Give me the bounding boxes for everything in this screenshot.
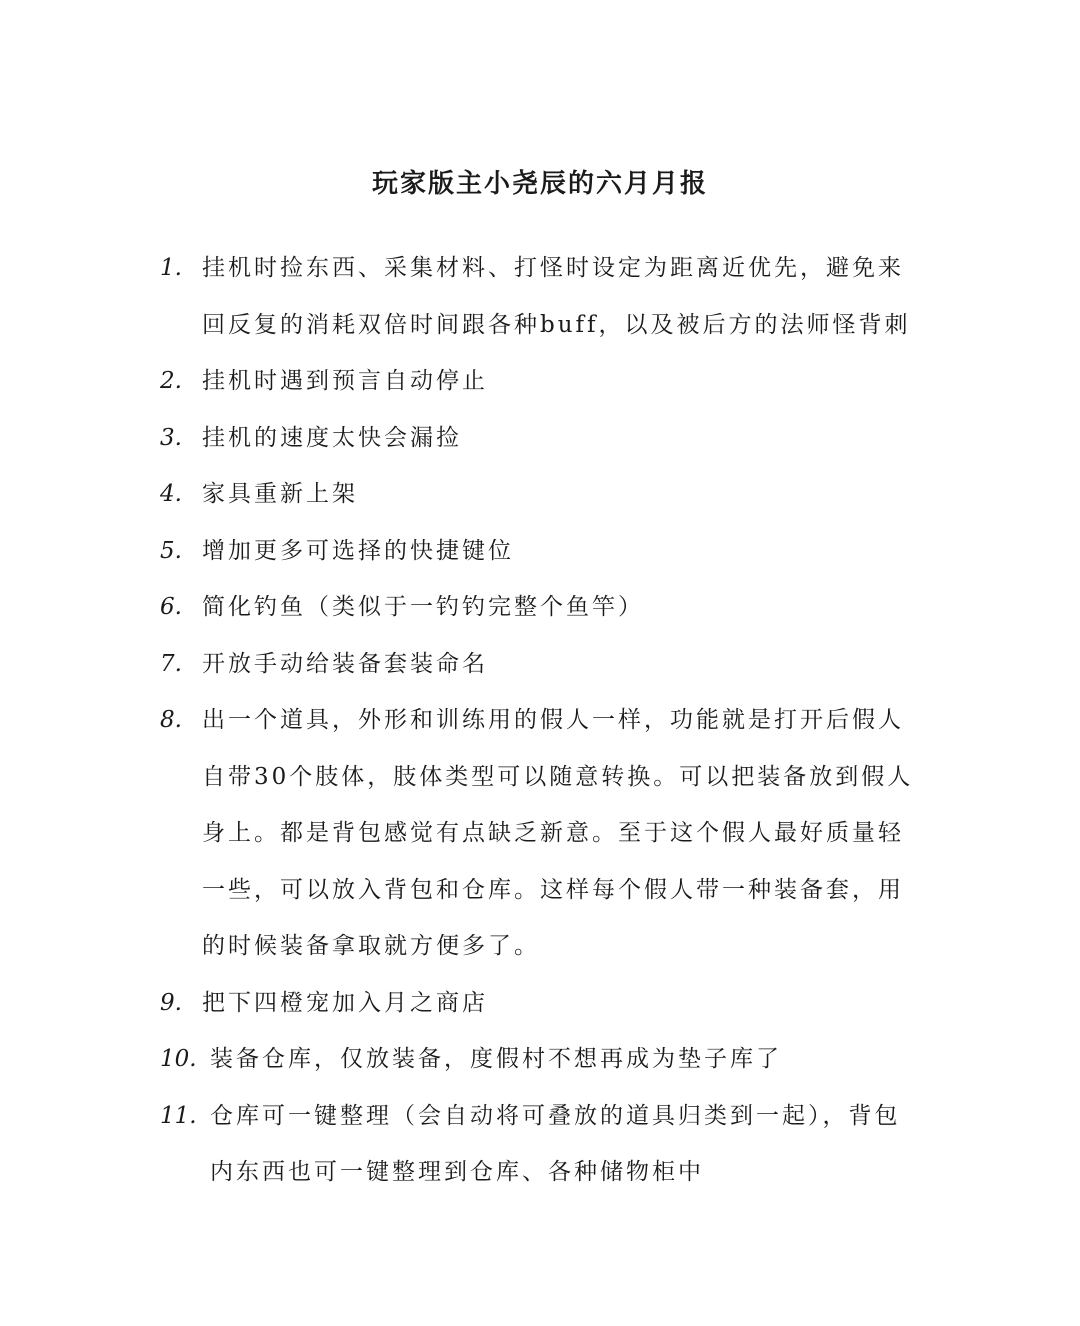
item-text: 挂机时遇到预言自动停止 [202, 368, 488, 394]
item-text: 仓库可一键整理（会自动将可叠放的道具归类到一起），背包内东西也可一键整理到仓库、各种储物柜中 [210, 1102, 901, 1185]
item-text: 开放手动给装备套装命名 [202, 650, 488, 677]
list-item [160, 692, 920, 975]
suggestion-list [160, 240, 920, 1201]
list-item [160, 975, 920, 1032]
item-text: 挂机的速度太快会漏捡 [202, 424, 462, 451]
item-number: 11. [160, 1102, 197, 1129]
list-item [160, 1031, 920, 1088]
list-item [160, 466, 920, 523]
item-number: 4. [160, 481, 182, 507]
item-text: 出一个道具，外形和训练用的假人一样，功能就是打开后假人自带30个肢体，肢体类型可以随意转换。可以把装备放到假人身上。都是背包感觉有点缺乏新意。至于这个假人最好质量轻一些，可以放入背包和仓库。这样每个假人带一种装备套，用的时候装备拿取就方便多了。 [202, 707, 914, 959]
item-number: 2. [160, 368, 182, 394]
list-item [160, 240, 920, 353]
list-item [160, 579, 920, 636]
item-text: 增加更多可选择的快捷键位 [202, 537, 514, 564]
list-item [160, 353, 920, 410]
item-text: 简化钓鱼（类似于一钓钓完整个鱼竿） [202, 594, 644, 620]
item-text: 把下四橙宠加入月之商店 [202, 989, 488, 1016]
item-number: 8. [160, 707, 182, 733]
list-item [160, 636, 920, 693]
item-text: 挂机时捡东西、采集材料、打怪时设定为距离近优先，避免来回反复的消耗双倍时间跟各种buff，以及被后方的法师怪背刺 [202, 255, 911, 338]
list-item [160, 523, 920, 580]
item-number: 3. [160, 424, 182, 451]
item-number: 5. [160, 537, 182, 564]
item-number: 6. [160, 594, 182, 620]
list-item [160, 410, 920, 467]
item-number: 7. [160, 650, 182, 677]
document-title: 玩家版主小尧辰的六月月报 [371, 169, 708, 199]
item-text: 家具重新上架 [202, 481, 358, 507]
item-number: 10. [160, 1046, 197, 1072]
item-text: 装备仓库，仅放装备，度假村不想再成为垫子库了 [210, 1046, 782, 1072]
item-number: 1. [160, 255, 182, 281]
list-item [160, 1088, 920, 1201]
item-number: 9. [160, 989, 182, 1016]
